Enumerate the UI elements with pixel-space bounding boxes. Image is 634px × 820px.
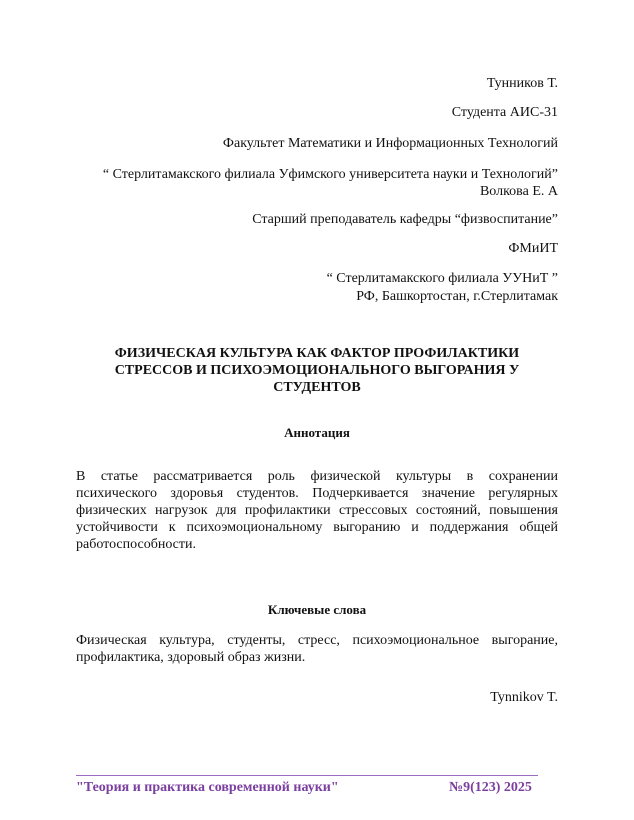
article-title: ФИЗИЧЕСКАЯ КУЛЬТУРА КАК ФАКТОР ПРОФИЛАКТИКИ СТРЕССОВ И ПСИХОЭМОЦИОНАЛЬНОГО ВЫГОРАНИЯ У СТУДЕНТОВ xyxy=(114,346,520,395)
footer-issue-number: №9(123) 2025 xyxy=(449,780,532,795)
author1-name: Тунников Т. xyxy=(486,76,558,91)
footer-journal-name: "Теория и практика современной науки" xyxy=(76,780,339,795)
author2-position: Старший преподаватель кафедры “физвоспитание” xyxy=(252,212,558,227)
abstract-heading: Аннотация xyxy=(284,425,350,440)
author-location: РФ, Башкортостан, г.Стерлитамак xyxy=(356,289,558,304)
author2-name: Волкова Е. А xyxy=(479,184,558,199)
keywords-heading: Ключевые слова xyxy=(267,602,367,617)
author1-faculty: Факультет Математики и Информационных Технологий xyxy=(222,136,558,151)
english-author-name: Tynnikov T. xyxy=(490,690,558,705)
author1-branch: “ Стерлитамакского филиала Уфимского университета науки и Технологий” xyxy=(102,167,558,182)
abstract-text: В статье рассматривается роль физической культуры в сохранении психического здоровья студентов. Подчеркивается значение регулярных физических нагрузок для профилактики стрессовых состояний, повышения устойчивости к психоэмоциональному выгоранию и поддержания общей работоспособности. xyxy=(76,469,558,552)
footer-rule xyxy=(76,775,538,776)
keywords-text: Физическая культура, студенты, стресс, психоэмоциональное выгорание, профилактика, здоровый образ жизни. xyxy=(76,633,558,665)
author2-branch: “ Стерлитамакского филиала УУНиТ ” xyxy=(326,271,558,286)
author1-status: Студента АИС-31 xyxy=(451,105,558,120)
author2-department: ФМиИТ xyxy=(508,241,558,256)
